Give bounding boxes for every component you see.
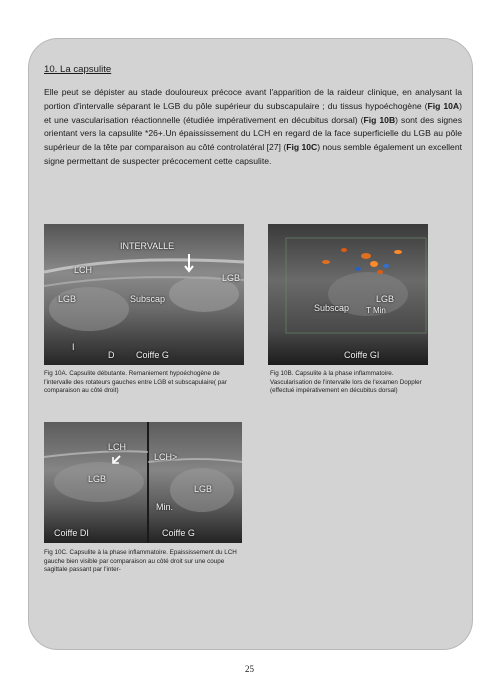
label-lch-left: LCH (108, 442, 127, 452)
doppler-texture (268, 224, 428, 365)
page-number: 25 (245, 664, 254, 674)
figure-ref-10b: Fig 10B (363, 114, 396, 125)
label-min: Min. (156, 502, 174, 512)
label-coiffe-left: Coiffe DI (54, 528, 89, 538)
label-subscap: Subscap (130, 294, 166, 304)
ultrasound-image-10c (44, 422, 242, 543)
caption-10b: Fig 10B. Capsulite à la phase inflammatoire. Vascularisation de l'intervalle lors de l'examen Doppler (effectué impérativement en décubitus dorsal) (270, 370, 422, 395)
label-d: D (108, 350, 115, 360)
label-intervalle: INTERVALLE (120, 241, 175, 251)
body-paragraph (44, 86, 462, 169)
paragraph-part-2: ) et une vascularisation réactionnelle (étudiée impérativement en décubitus dorsal) ( (44, 100, 462, 125)
label-lgb-right: LGB (222, 273, 241, 283)
caption-10c: Fig 10C. Capsulite à la phase inflammatoire. Epaississement du LCH gauche bien visible par comparaison au côté droit sur une coupe sagittale passant par l'inter- (44, 549, 237, 574)
ultrasound-image-10b (268, 224, 428, 365)
figure-ref-10a: Fig 10A (427, 100, 460, 111)
paragraph-part-4: ) nous semble également un excellent signe permettant de suspecter précocement cette capsulite. (44, 142, 462, 166)
label-tmin: T Min (366, 306, 386, 315)
label-coiffe: Coiffe G (136, 350, 169, 360)
label-coiffe: Coiffe GI (344, 350, 380, 360)
label-lgb-left: LGB (58, 294, 77, 304)
label-subscap: Subscap (314, 303, 350, 313)
label-lch: LCH (74, 265, 93, 275)
paragraph-part-1: Elle peut se dépister au stade douloureux précoce avant l'apparition de la raideur clinique, en analysant la portion d'intervalle séparant le LGB du pôle supérieur du subscapulaire ; du tissus hypoéchogène ( (44, 87, 462, 111)
label-coiffe-right: Coiffe G (162, 528, 195, 538)
label-lgb: LGB (376, 294, 395, 304)
label-lch-right: LCH> (154, 452, 178, 462)
section-title: 10. La capsulite (44, 64, 112, 75)
label-lgb-right: LGB (194, 484, 213, 494)
label-lgb-left: LGB (88, 474, 107, 484)
ultrasound-image-10a (44, 224, 244, 365)
caption-10a: Fig 10A. Capsulite débutante. Remaniement hypoéchogène de l'intervalle des rotateurs gauches entre LGB et subscapulaire( par comparaison au côté droit) (44, 370, 227, 395)
ultrasound-texture (44, 422, 242, 543)
label-i: I (72, 342, 75, 352)
figure-ref-10c: Fig 10C (286, 142, 318, 153)
paragraph-part-3: ) sont des signes orientant vers la capsulite *26+.Un épaississement du LCH en regard de la face superficielle du LGB au pôle supérieur de la tête par comparaison au côté controlatéral [27] ( (44, 114, 462, 153)
